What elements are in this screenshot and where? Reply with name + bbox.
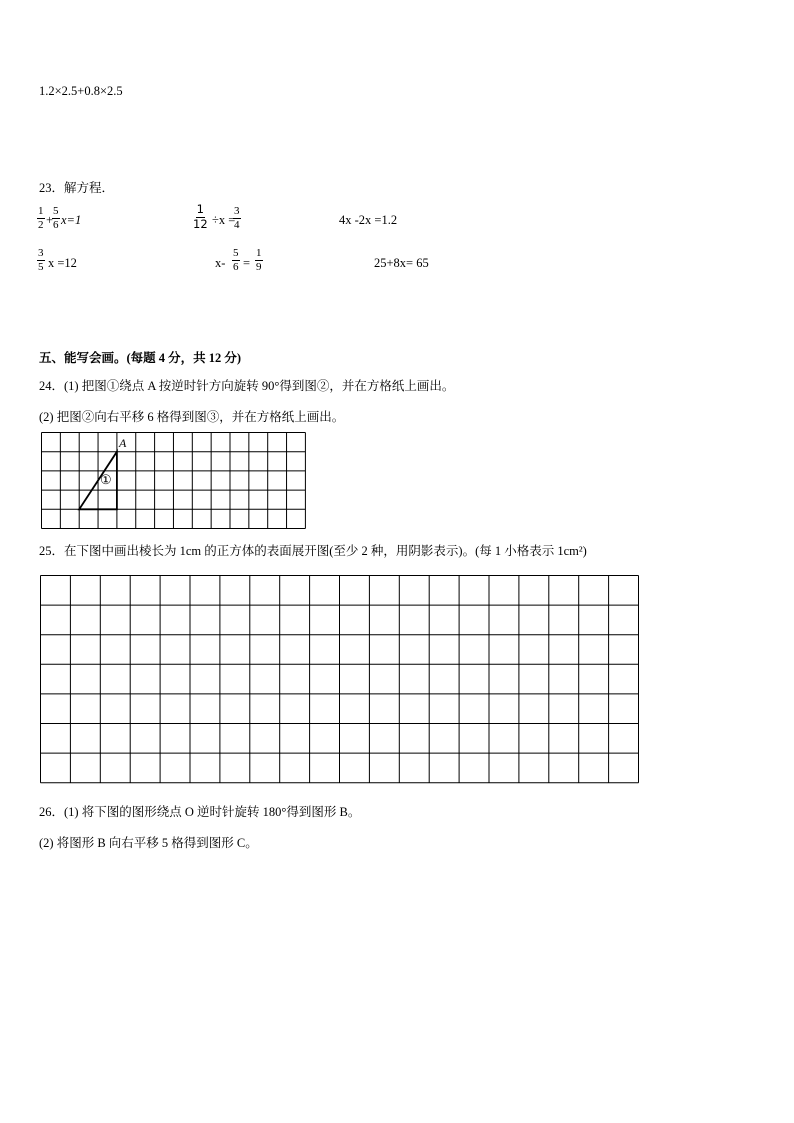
- fraction: $\frac{1}{12}$: [193, 202, 208, 231]
- q24-part2: (2) 把图②向右平移 6 格得到图③，并在方格纸上画出。: [39, 410, 345, 424]
- q23-title: 23．解方程．: [39, 181, 115, 195]
- figure-1-label: ①: [100, 472, 112, 487]
- fraction: $\frac{1}{2}$: [38, 205, 44, 231]
- q25-text: 25．在下图中画出棱长为 1cm 的正方体的表面展开图(至少 2 种，用阴影表示)。(每 1 小格表示 1cm²): [39, 544, 587, 558]
- q23-equation-3: 4x -2x =1.2: [339, 213, 398, 227]
- q26-part1: 26．(1) 将下图的图形绕点 O 逆时针旋转 180°得到图形 B。: [39, 805, 361, 819]
- fraction: $\frac{5}{6}$: [233, 247, 239, 273]
- fraction: $\frac{3}{5}$: [38, 247, 44, 273]
- fraction: $\frac{3}{4}$: [234, 205, 240, 231]
- fraction: $\frac{5}{6}$: [53, 205, 59, 231]
- point-a-label: A: [119, 436, 127, 450]
- section-heading: 五、能写会画。(每题 4 分，共 12 分): [39, 351, 242, 365]
- q23-equation-6: 25+8x= 65: [374, 256, 429, 270]
- q24-part1: 24．(1) 把图①绕点 A 按逆时针方向旋转 90°得到图②，并在方格纸上画出。: [39, 379, 455, 393]
- calc-expression: 1.2×2.5+0.8×2.5: [39, 84, 123, 98]
- q26-part2: (2) 将图形 B 向右平移 5 格得到图形 C。: [39, 836, 258, 850]
- q25-grid[interactable]: [40, 575, 640, 783]
- q24-grid[interactable]: [41, 432, 307, 530]
- fraction: $\frac{1}{9}$: [256, 247, 262, 273]
